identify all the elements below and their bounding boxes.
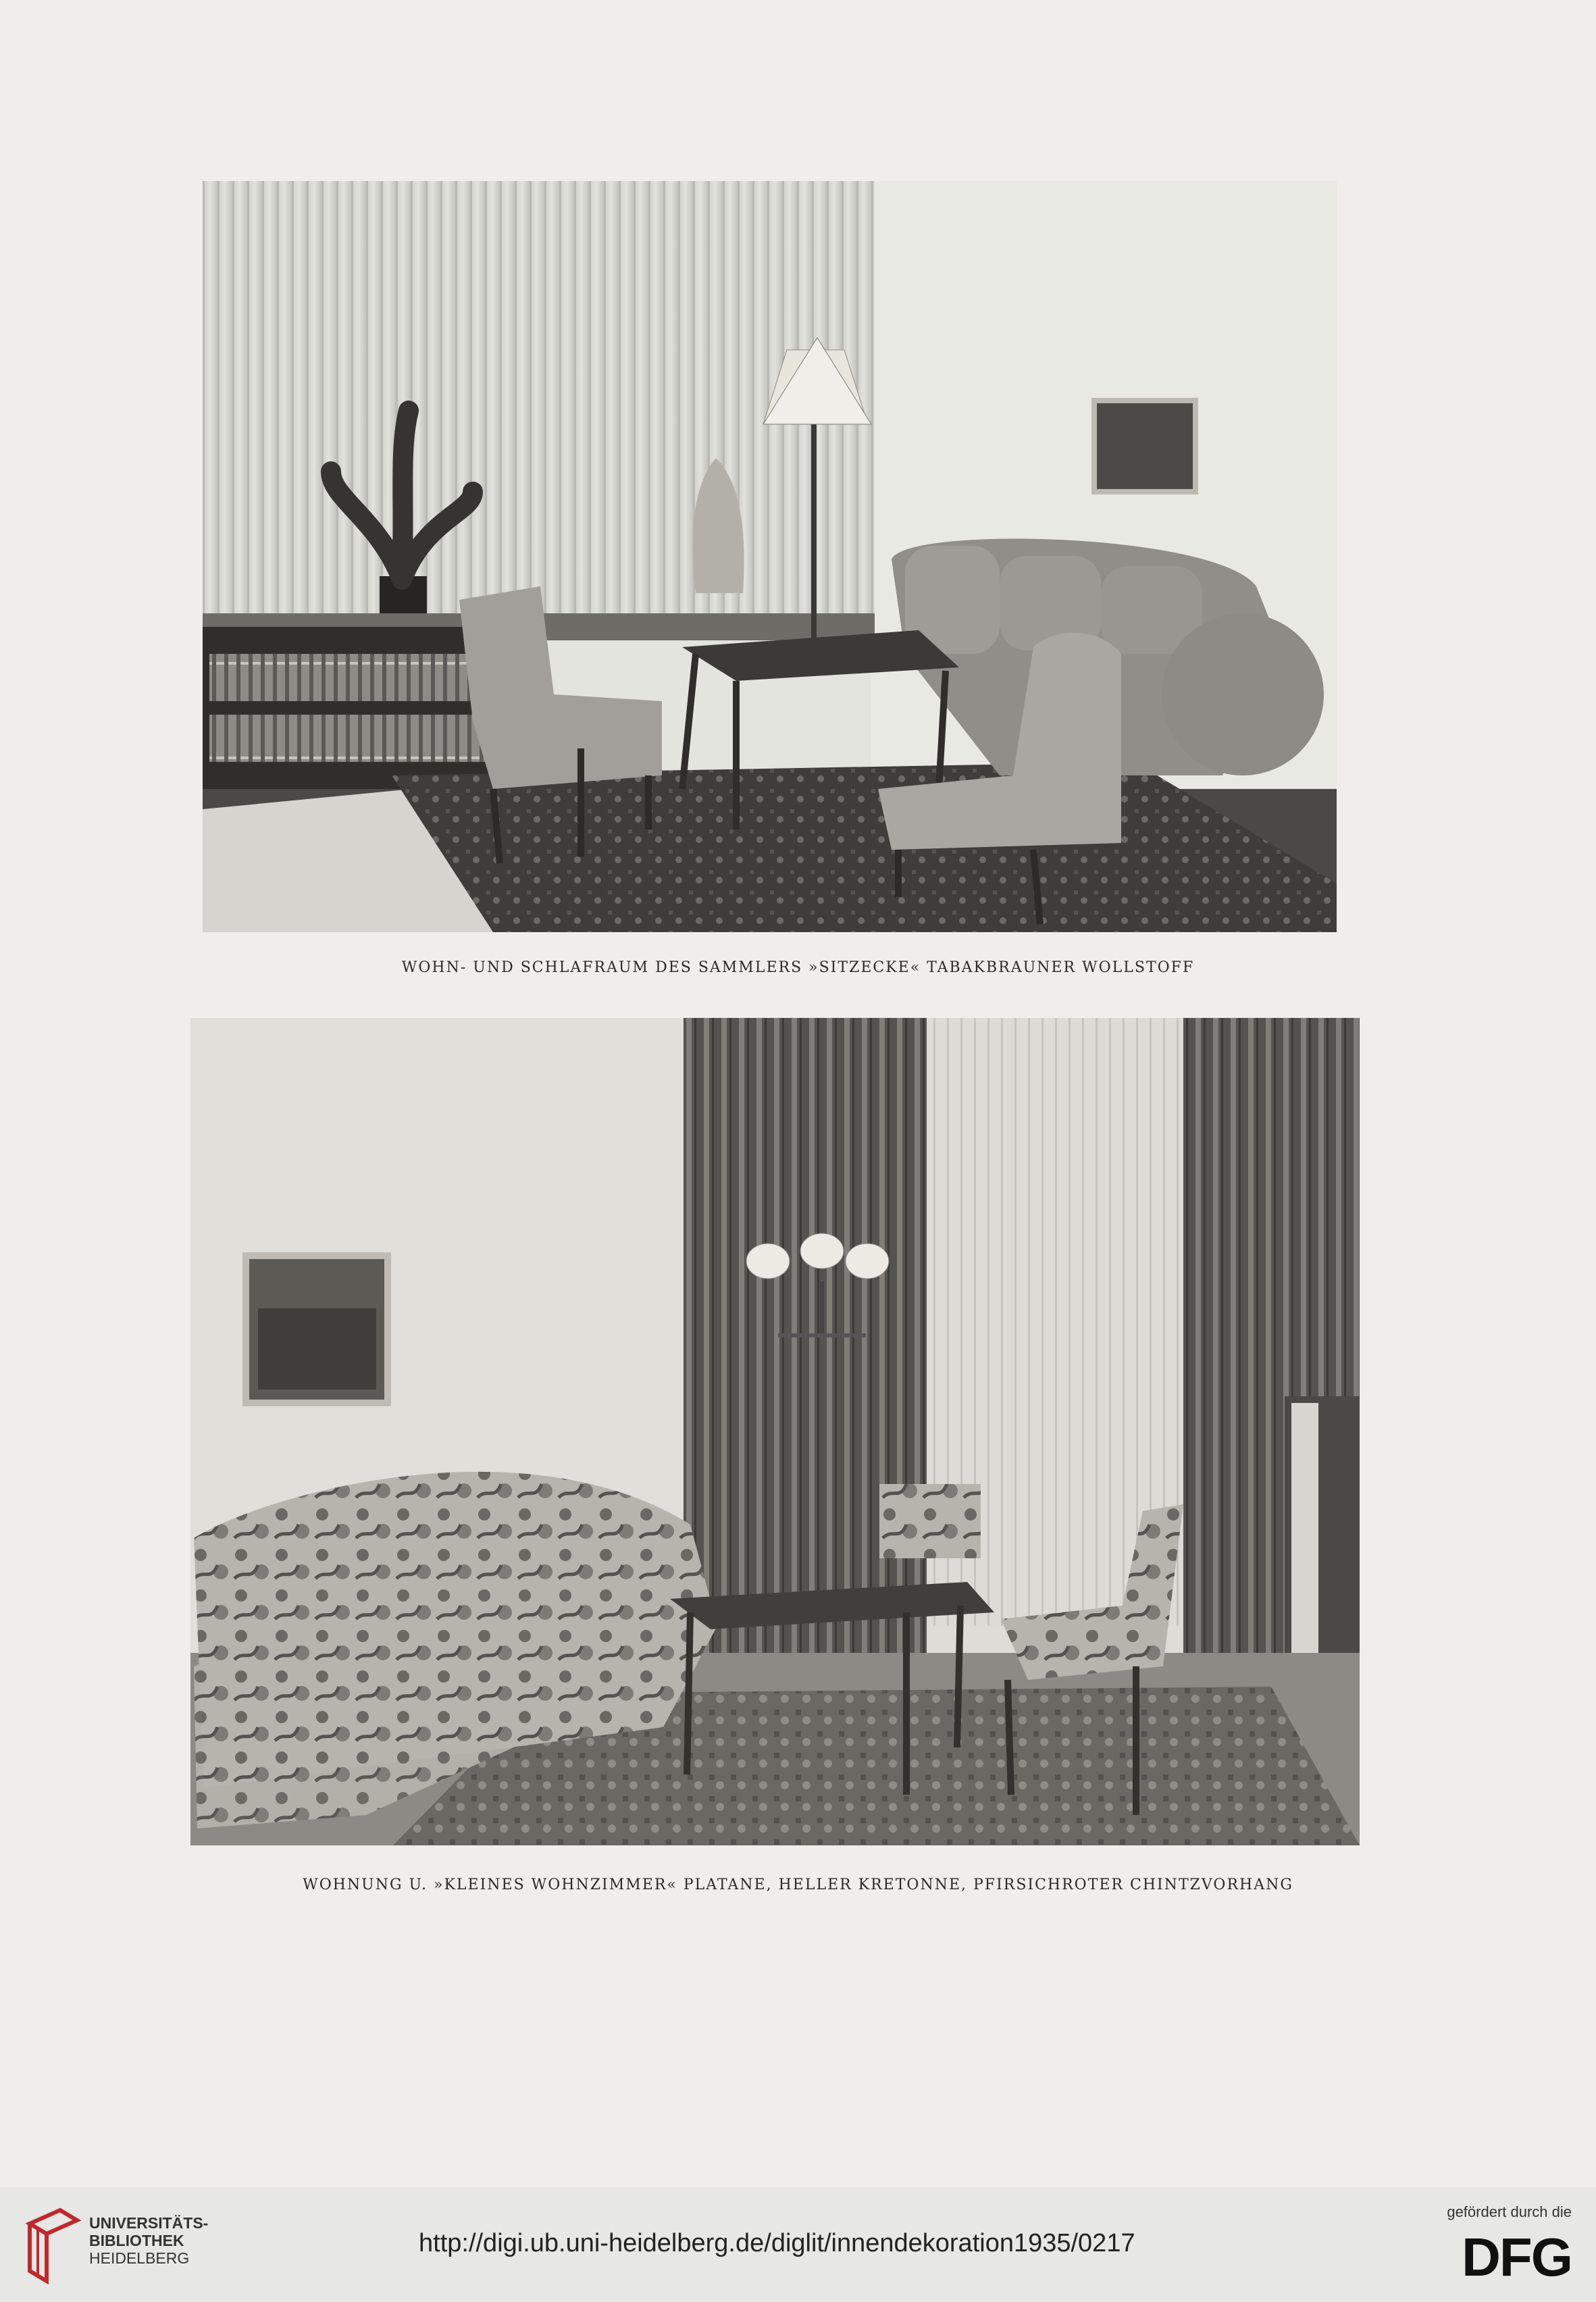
photo-sitzecke: [203, 181, 1337, 932]
caption-kleines-wohnzimmer: WOHNUNG U. »KLEINES WOHNZIMMER« PLATANE, HELLER KRETONNE, PFIRSICHROTER CHINTZVORHANG: [303, 1876, 1293, 1893]
university-library-logo-icon: [16, 2203, 84, 2284]
library-name: [89, 2214, 208, 2267]
caption-sitzecke: WOHN- UND SCHLAFRAUM DES SAMMLERS »SITZECKE« TABAKBRAUNER WOLLSTOFF: [401, 959, 1195, 976]
funded-by-label: gefördert durch die: [1447, 2203, 1572, 2220]
dfg-logo: DFG: [1462, 2227, 1572, 2287]
wohnzimmer-photo-image: [190, 1018, 1360, 1845]
photo-kleines-wohnzimmer: [190, 1018, 1360, 1845]
library-name-line2: BIBLIOTHEK: [89, 2232, 184, 2249]
sitzecke-photo-image: [203, 181, 1337, 932]
permalink-url[interactable]: http://digi.ub.uni-heidelberg.de/diglit/innendekoration1935/0217: [419, 2229, 1135, 2257]
library-name-line1: UNIVERSITÄTS-: [89, 2214, 209, 2232]
library-name-line3: HEIDELBERG: [89, 2249, 190, 2267]
